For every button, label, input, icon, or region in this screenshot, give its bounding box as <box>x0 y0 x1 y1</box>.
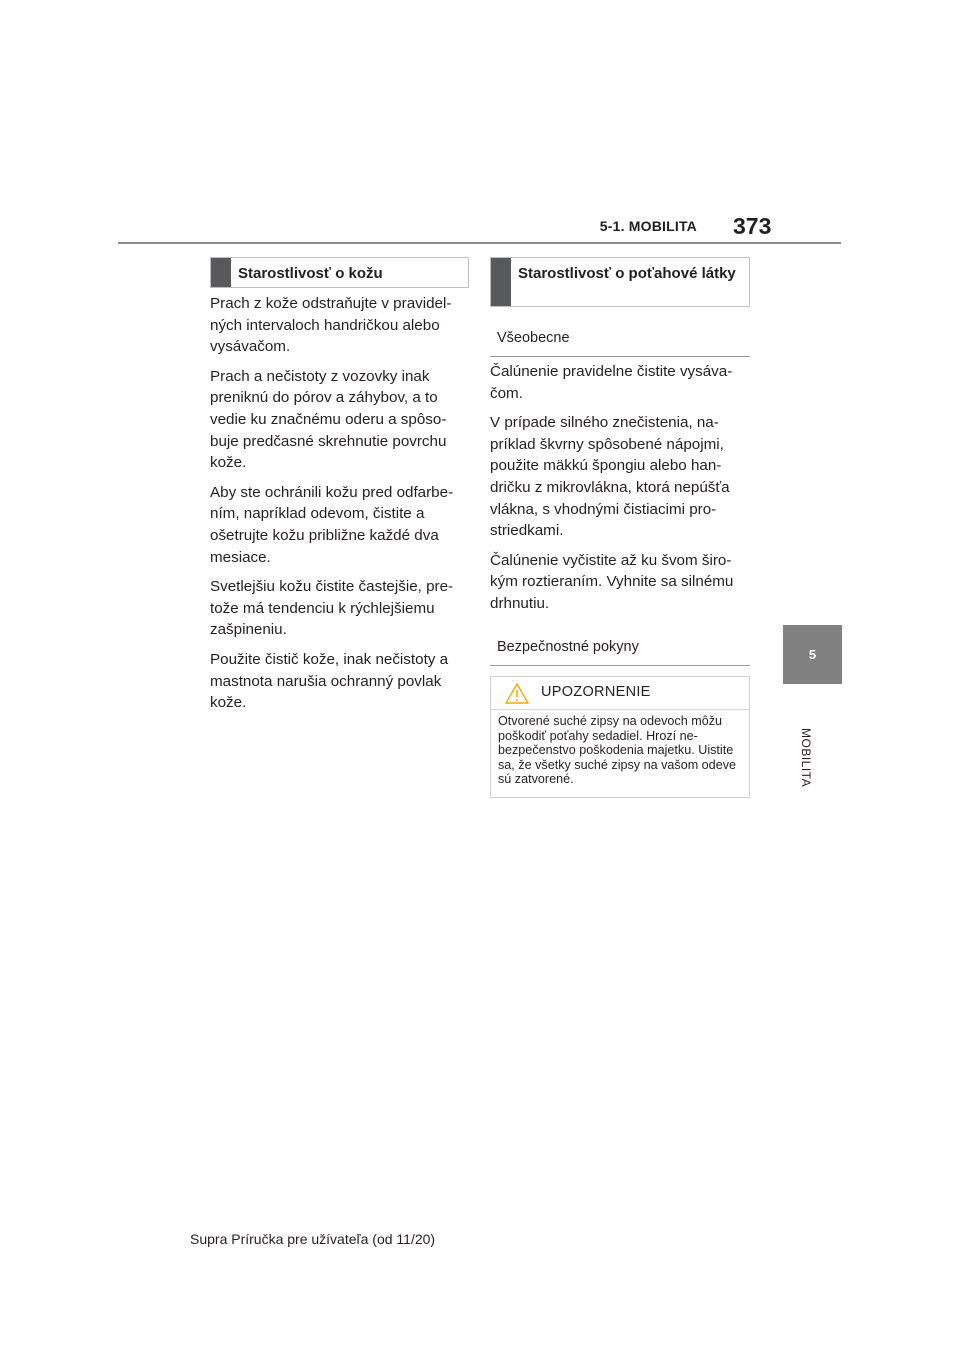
title-accent-bar <box>491 258 511 306</box>
upholstery-care-text <box>490 361 750 623</box>
upholstery-care-title-box <box>490 257 750 307</box>
subheading-general <box>490 330 750 357</box>
leather-care-text <box>210 293 470 722</box>
upholstery-care-title: Starostlivosť o poťahové látky <box>518 265 736 282</box>
leather-care-title: Starostlivosť o kožu <box>238 265 383 282</box>
paragraph: Svetlejšiu kožu čistite častejšie, pre-tože má tendenciu k rýchlejšiemu zašpineniu. <box>210 578 454 639</box>
paragraph: Aby ste ochránili kožu pred odfarbe-ním, napríklad odevom, čistite a ošetrujte kožu približne každé dva mesiace. <box>210 483 454 566</box>
title-accent-bar <box>211 258 231 287</box>
paragraph: Čalúnenie pravidelne čistite vysáva-čom. <box>490 363 733 402</box>
leather-care-title-box <box>210 257 469 288</box>
subheading-general-label: Všeobecne <box>497 330 570 346</box>
paragraph: V prípade silného znečistenia, na-príklad škvrny spôsobené nápojmi, použite mäkkú špongiu alebo han-dričku z mikrovlákna, ktorá nepúšťa vlákna, s vhodnými čistiacimi pro-striedkami. <box>490 414 730 540</box>
caution-text: Otvorené suché zipsy na odevoch môžu poškodiť poťahy sedadiel. Hrozí ne-bezpečenstvo poškodenia majetku. Uistite sa, že všetky suché zipsy na vašom odeve sú zatvorené. <box>498 714 736 787</box>
caution-header <box>491 677 749 710</box>
paragraph: Čalúnenie vyčistite až ku švom širo-kým roztieraním. Vyhnite sa silnému drhnutiu. <box>490 551 734 612</box>
chapter-tab <box>783 625 842 684</box>
paragraph: Použite čistič kože, inak nečistoty a mastnota narušia ochranný povlak kože. <box>210 650 449 712</box>
warning-triangle-icon <box>505 683 529 704</box>
caution-box <box>490 676 750 798</box>
footer-text: Supra Príručka pre užívateľa (od 11/20) <box>190 1231 436 1247</box>
section-header: 5-1. MOBILITA <box>599 218 697 234</box>
chapter-number: 5 <box>808 647 817 662</box>
header-divider <box>118 242 841 244</box>
subheading-safety-label: Bezpečnostné pokyny <box>497 639 639 655</box>
caution-title: UPOZORNENIE <box>541 684 651 700</box>
page-number: 373 <box>733 213 772 239</box>
paragraph: Prach z kože odstraňujte v pravidel-ných intervaloch handričkou alebo vysávačom. <box>210 295 452 356</box>
paragraph: Prach a nečistoty z vozovky inak preniknú do pórov a záhybov, a to vedie ku značnému oderu a spôso-buje predčasné skrehnutie povrchu kože. <box>210 367 447 472</box>
chapter-label: MOBILITA <box>799 728 813 788</box>
subheading-safety <box>490 639 750 666</box>
